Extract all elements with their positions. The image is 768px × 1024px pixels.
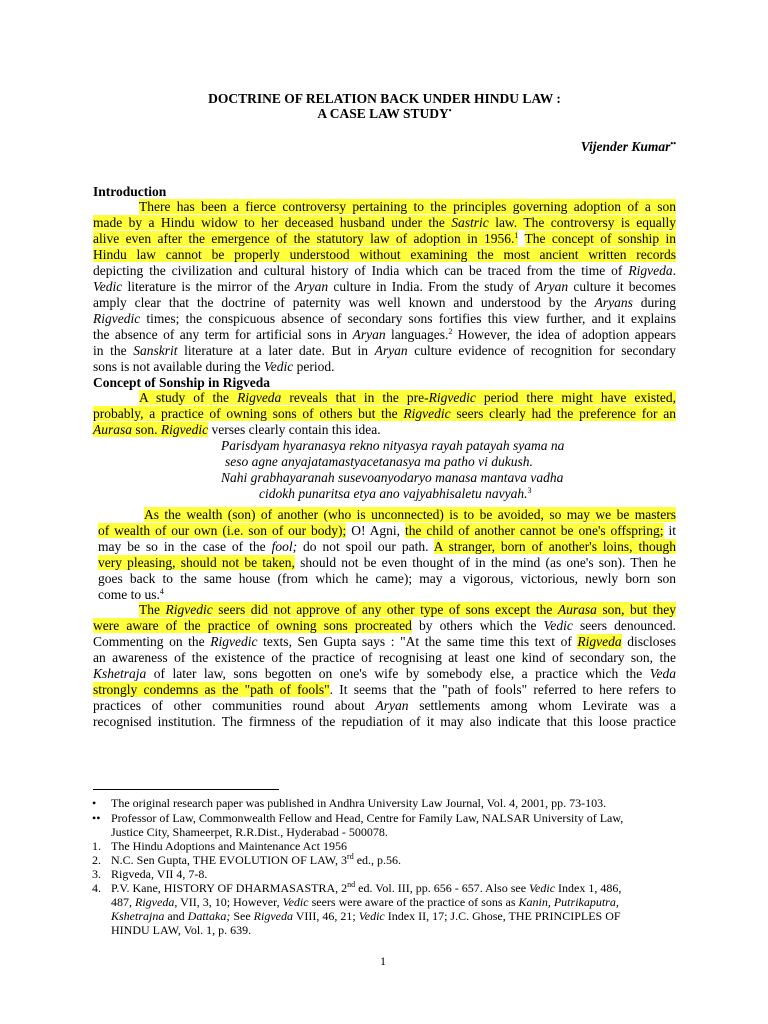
footnote-ref-4[interactable]: 4 [159,587,164,596]
document-page: DOCTRINE OF RELATION BACK UNDER HINDU LAW : A CASE LAW STUDY• Vijender Kumar•• Introduction There has been a fierce controversy pertaining to the principles governing adoption of a son made by a Hindu widow to her deceased husband under the Sastric law. The controversy is equally alive even after the emergence of the statutory law of adoption in 1956.$^1$ The concept of sonship in Hindu law cannot be properly understood without examining the most ancient written records depicting the civilization and cultural history of India which can be traced from the time of Rigveda. Vedic literature is the mirror of the Aryan culture in India. From the study of Aryan culture it becomes amply clear that the doctrine of paternity was well known and understood by the Aryans during Rigvedic times; the conspicuous absence of secondary sons fortifies this view further, and it explains the absence of any term for artificial sons in Aryan languages.$^2$ However, the idea of adoption appears in the Sanskrit literature at a later date. But in Aryan culture evidence of recognition for secondary sons is not available during the Vedic period. Concept of Sonship in Rigveda A study of the Rigveda reveals that in the pre-Rigvedic period there might have existed, probably, a practice of owning sons of others but the Rigvedic seers clearly had the preference for an Aurasa son. Rigvedic verses clearly contain this idea. Parisdyam hyaranasya rekno nityasya rayah patayah syama na seso agne anyajatamastyacetanasya ma patho vi dukush. Nahi grabhayaranah susevoanyodaryo manasa mantava vadha cidokh punaritsa etya ano vajyabhisaletu navyah.$^3$ As the wealth (son) of another (who is unconnected) is to be avoided, so may we be masters of wealth of our own (i.e. son of our body); O! Agni, the child of another cannot be one's offspring; it may be so in the case of the fool; do not spoil our path. A stranger, born of another's loins, though very pleasing, should not be taken, should not be even thought of in the mind (as one's son). Then he goes back to the same house (from which he came); may a vigorous, victorious, newly born son come to us.$^4$ The Rigvedic seers did not approve of any other type of sons except the Aurasa son, but they were aware of the practice of owning sons procreated by others which the Vedic seers denounced. Commenting on the Rigvedic texts, Sen Gupta says : "At the same time this text of Rigveda discloses an awareness of the existence of the practice of recognising at least one kind of secondary son, the Kshetraja of later law, sons begotten on one's wife by somebody else, a practice which the Veda strongly condemns as the "path of fools". It seems that the "path of fools" referred to here refers to practices of other communities round about Aryan settlements among whom Levirate was a recognised institution. The firmness of the repudiation of it may also indicate that this loose practice • The original research paper was published in Andhra University Law Journal, Vol. 4, 2001, pp. 73-103. •• Professor of Law, Commonwealth Fellow and Head, Centre for Family Law, NALSAR University of Law, Justice City, Shameerpet, R.R.Dist., Hyderabad - 500078. 1. The Hindu Adoptions and Maintenance Act 1956 2. N.C. Sen Gupta, THE EVOLUTION OF LAW, 3rd ed., p.56. 3. Rigveda, VII 4, 7-8. 4. P.V. Kane, HISTORY OF DHARMASASTRA, 2nd ed. Vol. III, pp. 656 - 657. Also see Vedic Index 1, 486, 487, Rigveda, VII, 3, 10; However, Vedic seers were aware of the practice of sons as Kanin, Putrikaputra, Kshetrajna and Dattaka; See Rigveda VIII, 46, 21; Vedic Index II, 17; J.C. Ghose, THE PRINCIPLES OF HINDU LAW, Vol. 1, p. 639. 1 [92,91,677,968]
paper-title-line-2: A CASE LAW STUDY• [317,106,452,121]
paper-title-line-1: DOCTRINE OF RELATION BACK UNDER HINDU LAW : [208,91,561,106]
section-heading-introduction: Introduction [93,184,167,199]
section-heading-concept-of-sonship: Concept of Sonship in Rigveda [93,375,271,390]
footnote-ref-1[interactable]: 1 [514,231,519,240]
author-name: Vijender Kumar•• [580,139,676,154]
footnote-ref-2[interactable]: 2 [448,327,453,336]
footnote-separator [93,789,279,790]
footnote-ref-3[interactable]: 3 [527,486,532,495]
page-number: 1 [380,954,386,968]
